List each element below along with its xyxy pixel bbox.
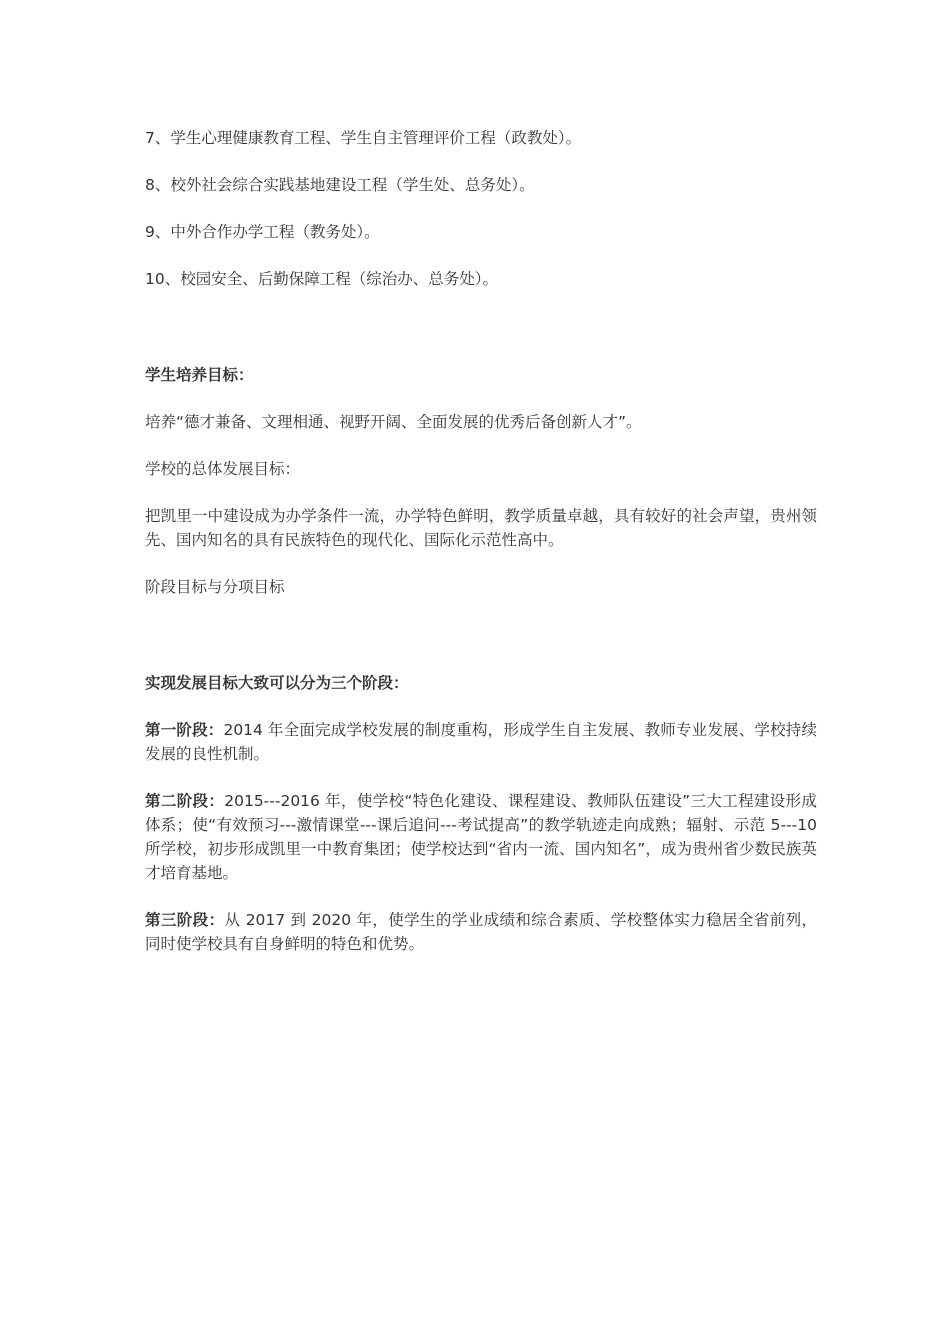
stage-2-label: 第二阶段： [145, 792, 225, 810]
project-item-8: 8、校外社会综合实践基地建设工程（学生处、总务处）。 [145, 176, 535, 194]
stages-heading: 实现发展目标大致可以分为三个阶段： [145, 674, 409, 692]
stage-goal-heading: 阶段目标与分项目标 [145, 578, 285, 596]
section-gap [145, 291, 817, 363]
project-item-10: 10、校园安全、后勤保障工程（综治办、总务处）。 [145, 270, 498, 288]
stage-1 [145, 718, 817, 766]
student-goal-heading: 学生培养目标： [145, 366, 254, 384]
stages-section [145, 671, 817, 956]
section-gap [145, 599, 817, 671]
project-item-7: 7、学生心理健康教育工程、学生自主管理评价工程（政教处）。 [145, 129, 582, 147]
stage-2 [145, 789, 817, 885]
project-item-9: 9、中外合作办学工程（教务处）。 [145, 223, 380, 241]
stage-2-text: 2015---2016 年，使学校“特色化建设、课程建设、教师队伍建设”三大工程建设形成体系；使“有效预习---激情课堂---课后追问---考试提高”的教学轨迹走向成熟；辐射、示范 5---10 所学校，初步形成凯里一中教育集团；使学校达到“省内一流、国内知名”，成为贵州省少数民族英才培育基地。 [145, 792, 817, 882]
stage-1-text: 2014 年全面完成学校发展的制度重构，形成学生自主发展、教师专业发展、学校持续发展的良性机制。 [145, 721, 817, 763]
project-list [145, 126, 817, 291]
stage-1-label: 第一阶段： [145, 721, 224, 739]
overall-goal-text: 把凯里一中建设成为办学条件一流，办学特色鲜明，教学质量卓越，具有较好的社会声望，贵州领先、国内知名的具有民族特色的现代化、国际化示范性高中。 [145, 507, 817, 549]
stage-3-label: 第三阶段： [145, 911, 225, 929]
goals-section [145, 363, 817, 599]
overall-goal-heading: 学校的总体发展目标： [145, 460, 301, 478]
stage-3 [145, 908, 817, 956]
student-goal-text: 培养“德才兼备、文理相通、视野开阔、全面发展的优秀后备创新人才”。 [145, 413, 642, 431]
stage-3-text: 从 2017 到 2020 年，使学生的学业成绩和综合素质、学校整体实力稳居全省前列，同时使学校具有自身鲜明的特色和优势。 [145, 911, 817, 953]
document-page [145, 126, 817, 979]
